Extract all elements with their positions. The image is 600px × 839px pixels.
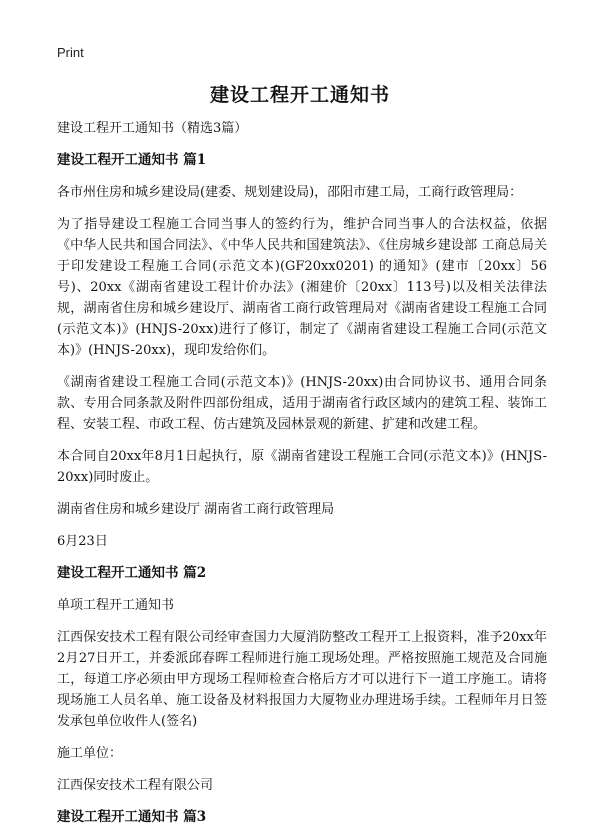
section-2-heading: 建设工程开工通知书 篇2 — [57, 565, 207, 581]
section-1-signature: 湖南省住房和城乡建设厅 湖南省工商行政管理局 — [57, 502, 335, 517]
section-2-paragraph-1: 江西保安技术工程有限公司经审查国力大厦消防整改工程开工上报资料，准予20xx年2月27日开工，并委派邱春晖工程师进行施工现场处理。严格按照施工规范及合同施工，每道工序必须由甲方现场工程师检查合格后方才可以进行下一道工序施工。请将现场施工人员名单、施工设备及材料报国力大厦物业办理进场手续。工程师年月日签发承包单位收件人(签名) — [57, 630, 547, 729]
section-3-heading: 建设工程开工通知书 篇3 — [57, 809, 207, 825]
section-2-unit-name: 江西保安技术工程有限公司 — [57, 778, 214, 793]
section-1-salutation: 各市州住房和城乡建设局(建委、规划建设局)，邵阳市建工局，工商行政管理局： — [57, 185, 523, 200]
document-subtitle: 建设工程开工通知书（精选3篇） — [57, 121, 248, 136]
section-2-unit-label: 施工单位： — [57, 746, 123, 761]
section-1-heading: 建设工程开工通知书 篇1 — [57, 152, 207, 168]
section-1-paragraph-2: 《湖南省建设工程施工合同(示范文本)》(HNJS-20xx)由合同协议书、通用合同条款、专用合同条款及附件四部份组成，适用于湖南省行政区域内的建筑工程、装饰工程、安装工程、市政工程、仿古建筑及园林景观的新建、扩建和改建工程。 — [57, 375, 547, 432]
section-1-paragraph-3: 本合同自20xx年8月1日起执行，原《湖南省建设工程施工合同(示范文本)》(HNJS-20xx)同时废止。 — [57, 449, 547, 485]
document-body — [57, 118, 547, 839]
print-label: Print — [57, 45, 84, 60]
section-1-paragraph-1: 为了指导建设工程施工合同当事人的签约行为，维护合同当事人的合法权益，依据《中华人民共和国合同法》、《中华人民共和国建筑法》、《住房城乡建设部 工商总局关于印发建设工程施工合同(示范文本)(GF20xx0201) 的通知》(建市〔20xx〕56号)、20xx《湖南省建设工程计价办法》(湘建价〔20xx〕113号)以及相关法律法规，湖南省住房和城乡建设厅、湖南省工商行政管理局对《湖南省建设工程施工合同(示范文本)》(HNJS-20xx)进行了修订，制定了《湖南省建设工程施工合同(示范文本)》(HNJS-20xx)，现印发给你们。 — [57, 217, 547, 358]
section-2-subheading: 单项工程开工通知书 — [57, 598, 175, 613]
document-title: 建设工程开工通知书 — [209, 84, 390, 106]
section-1-date: 6月23日 — [57, 534, 108, 549]
